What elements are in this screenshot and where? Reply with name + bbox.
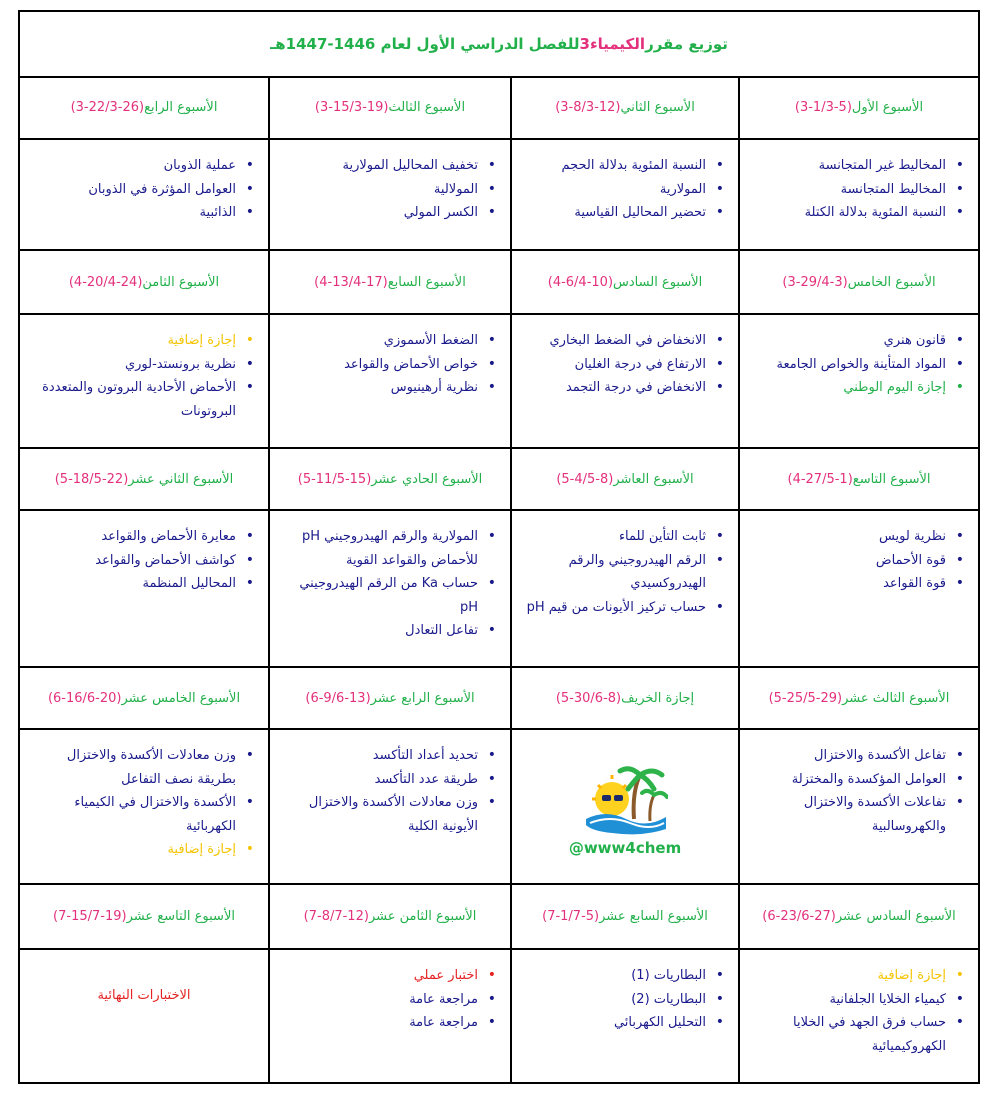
week-label: الأسبوع السابع عشر [599, 909, 708, 924]
week-dates: 4-13/4-17 [319, 274, 383, 290]
week-header: الأسبوع التاسع ( 4-27/5-1 ) [738, 449, 978, 511]
week-label: الأسبوع السادس عشر [835, 909, 956, 924]
week-label: الأسبوع التاسع [852, 471, 931, 487]
topic-item: • الارتفاع في درجة الغليان [522, 353, 706, 377]
week-dates: 5-4/5-8 [561, 471, 609, 487]
holiday-item: • إجازة إضافية [30, 838, 236, 862]
week-header: الأسبوع الثاني ( 3-8/3-12 ) [510, 76, 738, 140]
topic-item: • الكسر المولي [280, 201, 478, 225]
week-label: الأسبوع الثامن عشر [368, 909, 477, 924]
topic-item: • حساب فرق الجهد في الخلايا الكهروكيميائية [750, 1011, 946, 1058]
week-header: الأسبوع السابع ( 4-13/4-17 ) [268, 251, 510, 315]
week-topics [268, 511, 510, 668]
week-dates: 4-27/5-1 [792, 471, 848, 487]
week-topics [20, 511, 268, 668]
week-dates: 5-25/5-29 [773, 690, 838, 706]
topic-item: • المحاليل المنظمة [30, 572, 236, 596]
topic-item: • الانخفاض في درجة التجمد [522, 376, 706, 400]
topic-item: • وزن معادلات الأكسدة والاختزال بطريقة نصف التفاعل [30, 744, 236, 791]
topic-item: • البطاريات (2) [522, 988, 706, 1012]
holiday-item: • إجازة اليوم الوطني [750, 376, 946, 400]
topic-item: • ثابت التأين للماء [522, 525, 706, 549]
week-dates: 7-8/7-12 [308, 909, 364, 924]
week-label: الأسبوع الثالث [388, 99, 466, 115]
week-header: الأسبوع الأول ( 3-1/3-5 ) [738, 76, 978, 140]
topic-item: • كيمياء الخلايا الجلفانية [750, 988, 946, 1012]
week-topics [738, 511, 978, 668]
week-header: الأسبوع الثامن ( 4-20/4-24 ) [20, 251, 268, 315]
topic-item: • المولارية [522, 178, 706, 202]
week-topics [20, 730, 268, 885]
topic-item: • العوامل المؤكسدة والمختزلة [750, 768, 946, 792]
week-header: الأسبوع السادس عشر ( 6-23/6-27 ) [738, 885, 978, 950]
week-dates: 4-6/4-10 [552, 274, 608, 290]
week-topics [268, 140, 510, 251]
topic-item: • الرقم الهيدروجيني والرقم الهيدروكسيدي [522, 549, 706, 596]
week-label: الأسبوع السابع [387, 274, 466, 290]
week-header: الأسبوع الحادي عشر ( 5-11/5-15 ) [268, 449, 510, 511]
topic-item: • البطاريات (1) [522, 964, 706, 988]
topic-item: • حساب Ka من الرقم الهيدروجيني pH [280, 572, 478, 619]
week-dates: 3-8/3-12 [560, 99, 616, 115]
week-label: الأسبوع الخامس [847, 274, 936, 290]
week-topics [268, 730, 510, 885]
topic-item: • خواص الأحماض والقواعد [280, 353, 478, 377]
week-topics [510, 315, 738, 449]
week-header: الأسبوع الخامس عشر ( 6-16/6-20 ) [20, 668, 268, 730]
week-header: الأسبوع السابع عشر ( 7-1/7-5 ) [510, 885, 738, 950]
topic-item: • تخفيف المحاليل المولارية [280, 154, 478, 178]
topic-item: • المخاليط المتجانسة [750, 178, 946, 202]
week-dates: 3-29/4-3 [787, 274, 843, 290]
topic-item: • طريقة عدد التأكسد [280, 768, 478, 792]
week-label: الأسبوع الخامس عشر [121, 690, 241, 706]
week-header: الأسبوع التاسع عشر ( 7-15/7-19 ) [20, 885, 268, 950]
week-topics [268, 950, 510, 1082]
topic-item: • نظرية لويس [750, 525, 946, 549]
title-subject: الكيمياء3 [579, 35, 646, 53]
topic-item: • تفاعل التعادل [280, 619, 478, 643]
week-header: الأسبوع الثاني عشر ( 5-18/5-22 ) [20, 449, 268, 511]
week-dates: 3-1/3-5 [799, 99, 847, 115]
topic-item: • المخاليط غير المتجانسة [750, 154, 946, 178]
week-header: الأسبوع الرابع ( 3-22/3-26 ) [20, 76, 268, 140]
week-topics [20, 140, 268, 251]
topic-item: • الأحماض الأحادية البروتون والمتعددة البروتونات [30, 376, 236, 423]
logo-handle: @www4chem [568, 838, 682, 857]
week-header: الأسبوع السادس ( 4-6/4-10 ) [510, 251, 738, 315]
holiday-item: • إجازة إضافية [750, 964, 946, 988]
week-dates: 3-15/3-19 [319, 99, 384, 115]
week-topics [738, 140, 978, 251]
week-topics [20, 315, 268, 449]
week-label: الأسبوع العاشر [613, 471, 694, 487]
week-topics [738, 950, 978, 1082]
topic-item: • كواشف الأحماض والقواعد [30, 549, 236, 573]
topic-item: • تفاعلات الأكسدة والاختزال والكهروسالبية [750, 791, 946, 838]
schedule-grid [20, 76, 978, 1082]
topic-item: • العوامل المؤثرة في الذوبان [30, 178, 236, 202]
topic-item: • الانخفاض في الضغط البخاري [522, 329, 706, 353]
week-topics [510, 140, 738, 251]
week-label: الأسبوع الحادي عشر [371, 471, 483, 487]
week-dates: 7-1/7-5 [547, 909, 595, 924]
topic-item: • قوة الأحماض [750, 549, 946, 573]
week-header: الأسبوع الخامس ( 3-29/4-3 ) [738, 251, 978, 315]
week-label: الأسبوع الرابع [144, 99, 218, 115]
week-header: الأسبوع الثامن عشر ( 7-8/7-12 ) [268, 885, 510, 950]
topic-item: • نظرية برونستد-لوري [30, 353, 236, 377]
holiday-item: • إجازة إضافية [30, 329, 236, 353]
week-dates: 5-30/6-8 [560, 690, 617, 706]
week-topics [510, 511, 738, 668]
topic-item: • عملية الذوبان [30, 154, 236, 178]
week-dates: 5-18/5-22 [59, 471, 124, 487]
week-topics [510, 950, 738, 1082]
holiday-logo-cell [510, 730, 738, 885]
week-label: الأسبوع الثامن [142, 274, 220, 290]
week-header: الأسبوع العاشر ( 5-4/5-8 ) [510, 449, 738, 511]
schedule-table [18, 10, 980, 1084]
week-header: الأسبوع الرابع عشر ( 6-9/6-13 ) [268, 668, 510, 730]
topic-item: • تحديد أعداد التأكسد [280, 744, 478, 768]
week-dates: 6-16/6-20 [53, 690, 117, 706]
week-dates: 5-11/5-15 [302, 471, 367, 487]
topic-item: • المواد المتأينة والخواص الجامعة [750, 353, 946, 377]
topic-item: • قوة القواعد [750, 572, 946, 596]
final-exams-label: الاختبارات النهائية [97, 988, 191, 1003]
week-label: الأسبوع الرابع عشر [370, 690, 475, 706]
beach-palm-icon [582, 757, 668, 837]
topic-item: • التحليل الكهربائي [522, 1011, 706, 1035]
topic-item: • مراجعة عامة [280, 988, 478, 1012]
topic-item: • وزن معادلات الأكسدة والاختزال الأيونية الكلية [280, 791, 478, 838]
week-dates: 3-22/3-26 [75, 99, 140, 115]
topic-item: • الأكسدة والاختزال في الكيمياء الكهربائية [30, 791, 236, 838]
week-header: إجازة الخريف ( 5-30/6-8 ) [510, 668, 738, 730]
exam-item: • اختبار عملي [280, 964, 478, 988]
topic-item: • النسبة المئوية بدلالة الحجم [522, 154, 706, 178]
topic-item: • تحضير المحاليل القياسية [522, 201, 706, 225]
topic-item: • معايرة الأحماض والقواعد [30, 525, 236, 549]
topic-item: • قانون هنري [750, 329, 946, 353]
topic-item: • الذائبية [30, 201, 236, 225]
topic-item: • مراجعة عامة [280, 1011, 478, 1035]
week-label: الأسبوع الثاني [620, 99, 695, 115]
week-label: الأسبوع الأول [851, 99, 924, 115]
week-dates: 6-9/6-13 [310, 690, 366, 706]
topic-item: • حساب تركيز الأيونات من قيم pH [522, 596, 706, 620]
week-dates: 7-15/7-19 [58, 909, 122, 924]
week-dates: 6-23/6-27 [767, 909, 831, 924]
week-topics [268, 315, 510, 449]
topic-item: • الضغط الأسموزي [280, 329, 478, 353]
topic-item: • النسبة المئوية بدلالة الكتلة [750, 201, 946, 225]
topic-item: • المولارية والرقم الهيدروجيني pH للأحماض والقواعد القوية [280, 525, 478, 572]
title-part1: توزيع مقرر [645, 35, 728, 53]
title-part3: للفصل الدراسي الأول لعام 1446-1447هـ [270, 35, 580, 53]
week-label: الأسبوع التاسع عشر [126, 909, 235, 924]
week-topics [738, 730, 978, 885]
week-label: إجازة الخريف [621, 690, 695, 706]
week-topics [738, 315, 978, 449]
week-label: الأسبوع الثالث عشر [842, 690, 950, 706]
week-header: الأسبوع الثالث ( 3-15/3-19 ) [268, 76, 510, 140]
topic-item: • نظرية أرهينيوس [280, 376, 478, 400]
week-label: الأسبوع السادس [613, 274, 703, 290]
week-dates: 4-20/4-24 [73, 274, 138, 290]
week-label: الأسبوع الثاني عشر [128, 471, 234, 487]
topic-item: • تفاعل الأكسدة والاختزال [750, 744, 946, 768]
week-header: الأسبوع الثالث عشر ( 5-25/5-29 ) [738, 668, 978, 730]
page-title [20, 12, 978, 78]
topic-item: • المولالية [280, 178, 478, 202]
